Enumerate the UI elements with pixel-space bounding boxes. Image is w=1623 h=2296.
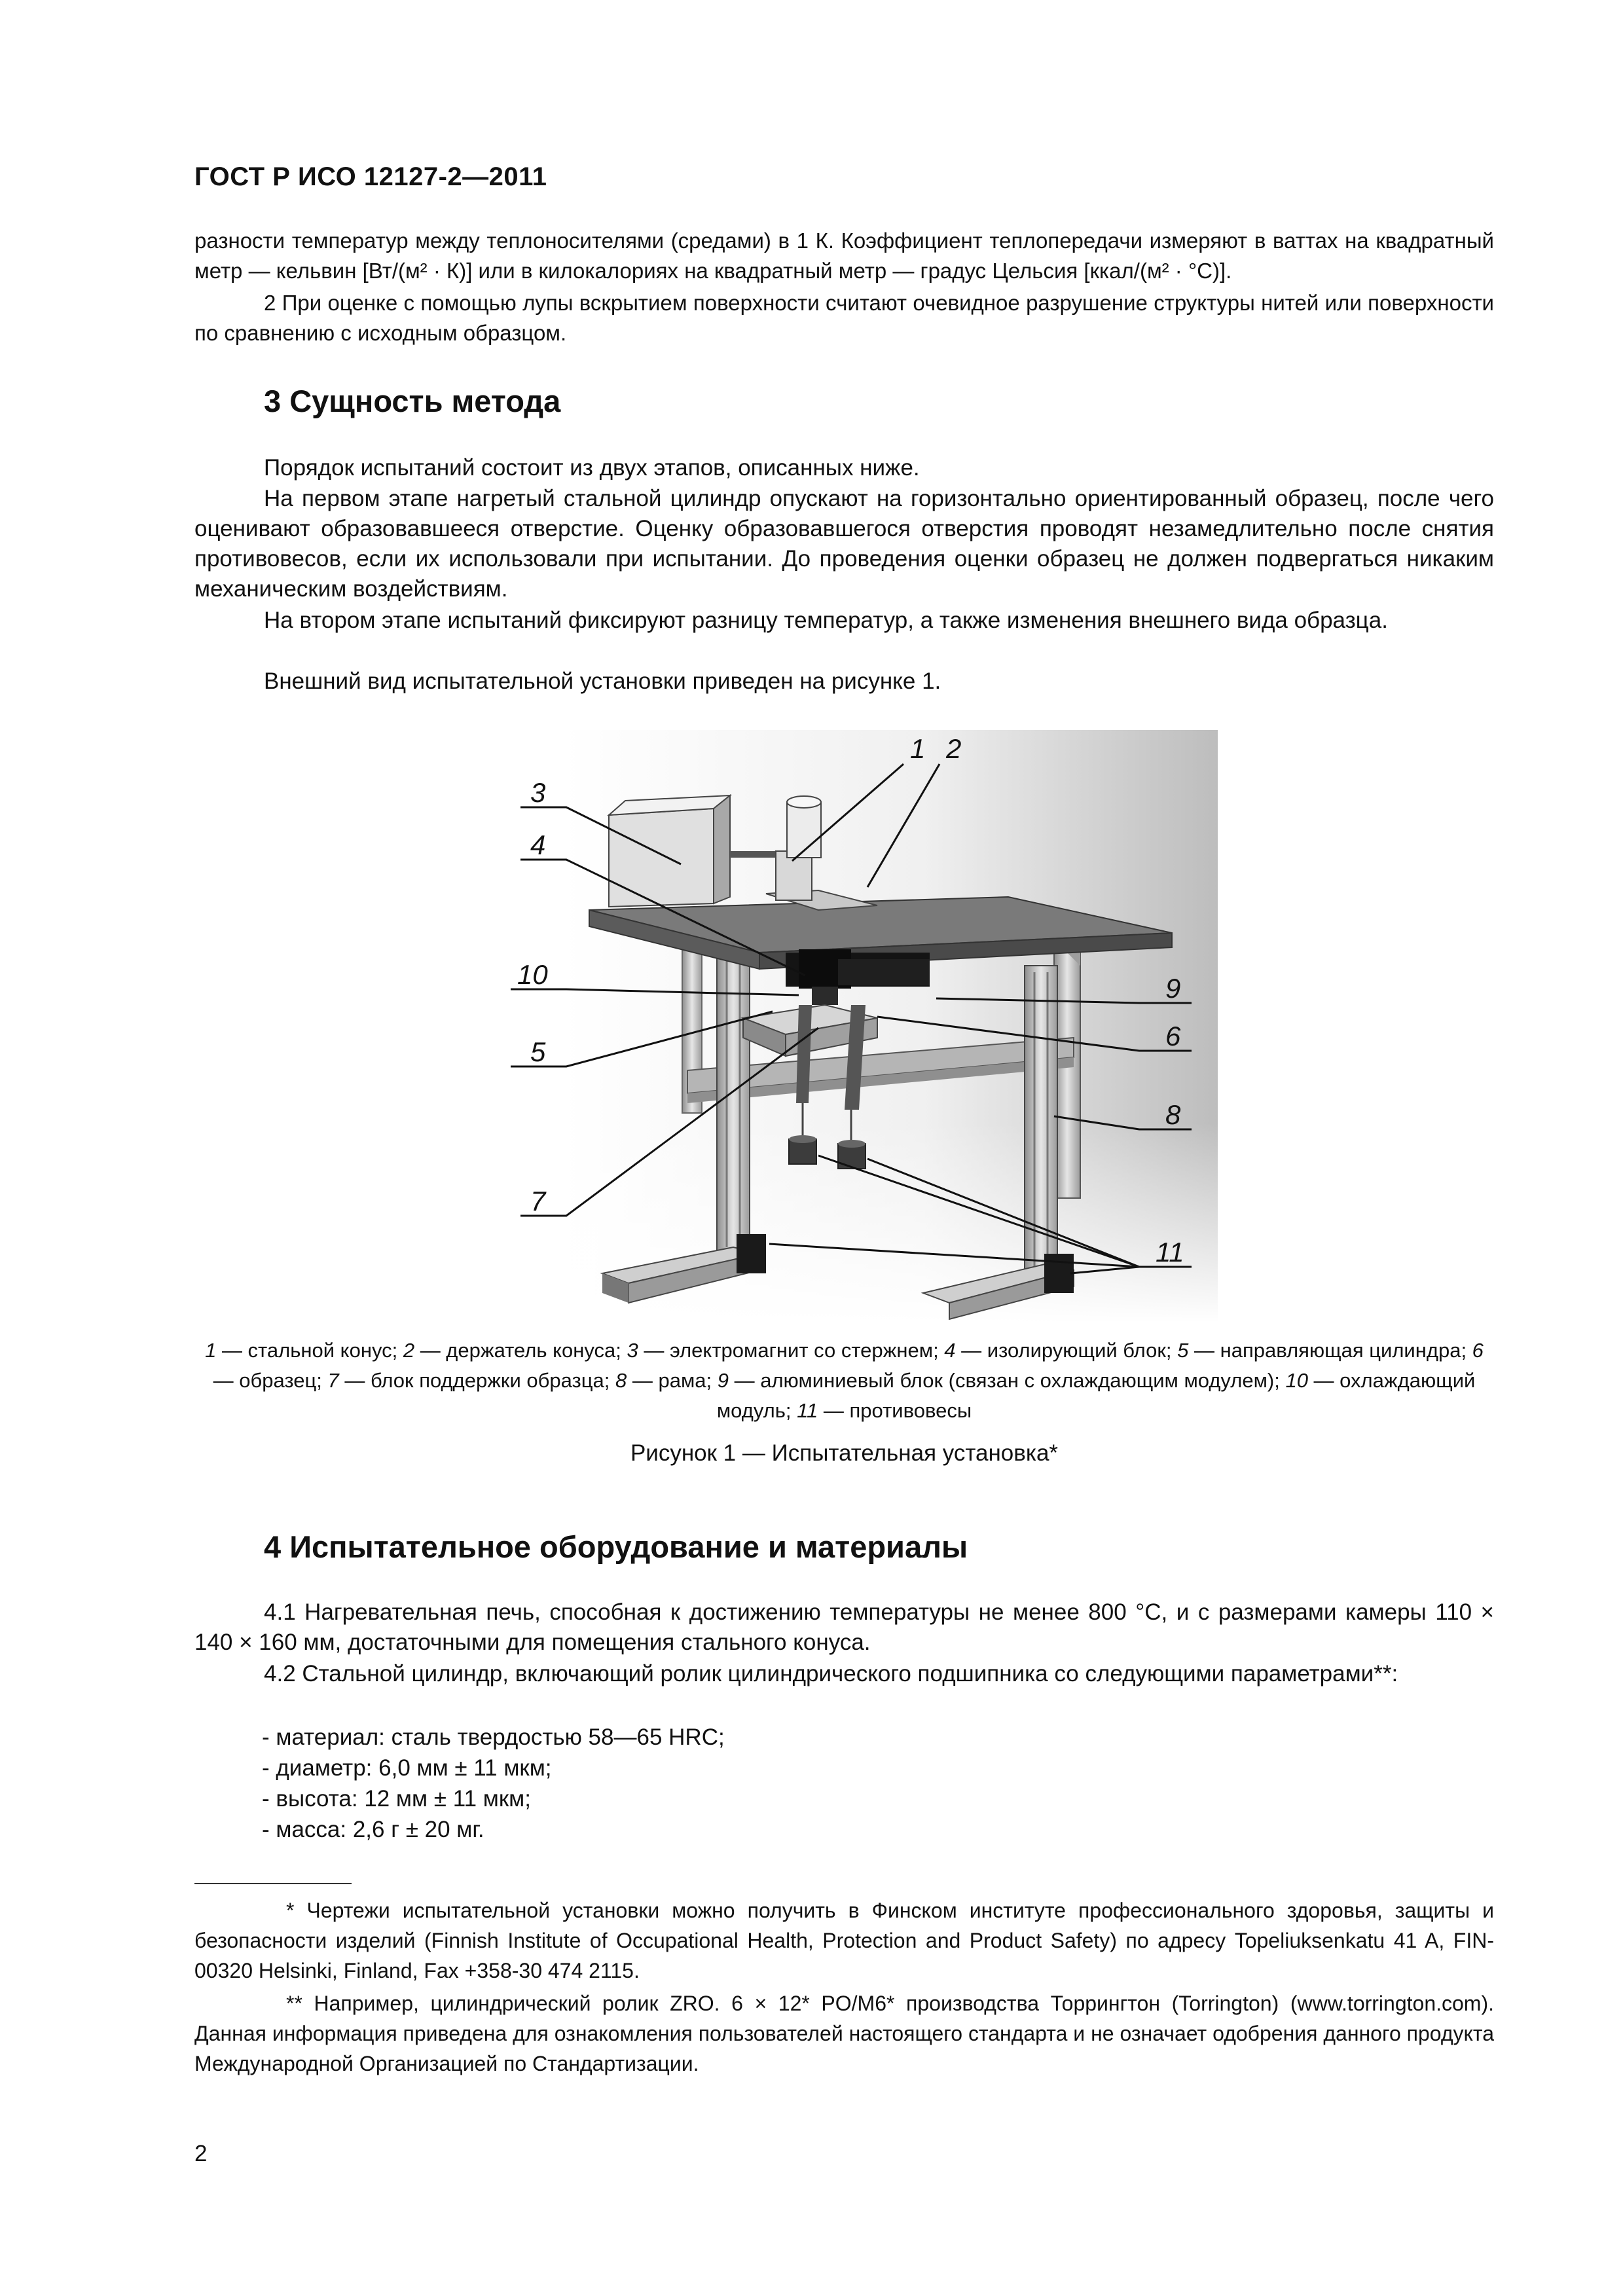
section-3-p1: Порядок испытаний состоит из двух этапов, описанных ниже. (264, 455, 920, 481)
legend-item: 7 — блок поддержки образца; (327, 1369, 615, 1392)
legend-item: 9 — алюминиевый блок (связан с охлаждающим модулем); (717, 1369, 1286, 1392)
document-header: ГОСТ Р ИСО 12127-2—2011 (194, 162, 547, 191)
label-3: 3 (530, 777, 546, 808)
label-10: 10 (517, 959, 548, 990)
legend-item: 8 — рама; (615, 1369, 718, 1392)
section-3-title: 3 Сущность метода (264, 384, 561, 418)
clause-4-2: 4.2 Стальной цилиндр, включающий ролик цилиндрического подшипника со следующими параметрами**: (264, 1661, 1398, 1686)
figure-title: Рисунок 1 — Испытательная установка* (630, 1440, 1059, 1466)
label-8: 8 (1165, 1099, 1181, 1130)
legend-item: 2 — держатель конуса; (403, 1339, 627, 1362)
legend-item: 6 — образец; (213, 1339, 1484, 1392)
section-3-p2: На первом этапе нагретый стальной цилиндр опускают на горизонтально ориентированный образец, после чего оценивают образовавшееся отверстие. Оценку образовавшегося отверстия проводят незамедлительно после снятия противовесов, если их использовали при испытании. До проведения оценки образец не должен подвергаться никаким механическим воздействиям. (194, 486, 1494, 602)
legend-item: 3 — электромагнит со стержнем; (627, 1339, 945, 1362)
footnote-1: * Чертежи испытательной установки можно получить в Финском институте профессионального здоровья, защиты и безопасности изделий (Finnish Institute of Occupational Health, Protection and Product Safety) по адресу Topeliuksenkatu 41 A, FIN-00320 Helsinki, Finland, Fax +358-30 474 2115. (194, 1899, 1494, 1982)
legend-item: 5 — направляющая цилиндра; (1177, 1339, 1472, 1362)
label-1: 1 (910, 733, 926, 764)
label-6: 6 (1165, 1021, 1181, 1051)
label-11: 11 (1156, 1237, 1184, 1267)
list-item: - материал: сталь твердостью 58—65 HRC; (262, 1724, 725, 1750)
legend-item: 4 — изолирующий блок; (944, 1339, 1178, 1362)
clause-4-1: 4.1 Нагревательная печь, способная к достижению температуры не менее 800 °С, и с размерами камеры 110 × 140 × 160 мм, достаточными для помещения стального конуса. (194, 1599, 1494, 1655)
list-item: - высота: 12 мм ± 11 мкм; (262, 1786, 531, 1812)
legend-item: 11 — противовесы (797, 1399, 972, 1422)
parameter-list (262, 1722, 725, 1845)
page-number: 2 (194, 2141, 208, 2166)
section-4-title: 4 Испытательное оборудование и материалы (264, 1529, 968, 1564)
figure-legend (194, 1336, 1494, 1426)
list-item: - масса: 2,6 г ± 20 мг. (262, 1817, 484, 1842)
figure-test-apparatus (511, 730, 1218, 1322)
label-2: 2 (946, 733, 962, 764)
label-7: 7 (530, 1186, 546, 1216)
footnote-separator (194, 1883, 352, 1884)
legend-item: 10 — охлаждающий модуль; (716, 1369, 1476, 1422)
label-4: 4 (530, 829, 546, 860)
label-5: 5 (530, 1036, 546, 1067)
list-item: - диаметр: 6,0 мм ± 11 мкм; (262, 1755, 552, 1781)
apparatus-illustration (511, 730, 1218, 1322)
footnote-2: ** Например, цилиндрический ролик ZRO. 6 × 12* PO/M6* производства Торрингтон (Torrington) (www.torrington.com). Данная информация приведена для ознакомления пользователей настоящего стандарта и не означает одобрения данного продукта Международной Организацией по Стандартизации. (194, 1992, 1494, 2075)
section-3-p3: На втором этапе испытаний фиксируют разницу температур, а также изменения внешнего вида образца. (264, 608, 1388, 633)
label-9: 9 (1165, 973, 1181, 1004)
section-3-p4: Внешний вид испытательной установки приведен на рисунке 1. (264, 668, 941, 694)
legend-item: 1 — стальной конус; (205, 1339, 403, 1362)
note-2: 2 При оценке с помощью лупы вскрытием поверхности считают очевидное разрушение структуры нитей или поверхности по сравнению с исходным образцом. (194, 291, 1494, 345)
paragraph-top-continued: разности температур между теплоносителями (средами) в 1 К. Коэффициент теплопередачи измеряют в ваттах на квадратный метр — кельвин [Вт/(м² · К)] или в килокалориях на квадратный метр — градус Цельсия [ккал/(м² · °С)]. (194, 228, 1494, 283)
